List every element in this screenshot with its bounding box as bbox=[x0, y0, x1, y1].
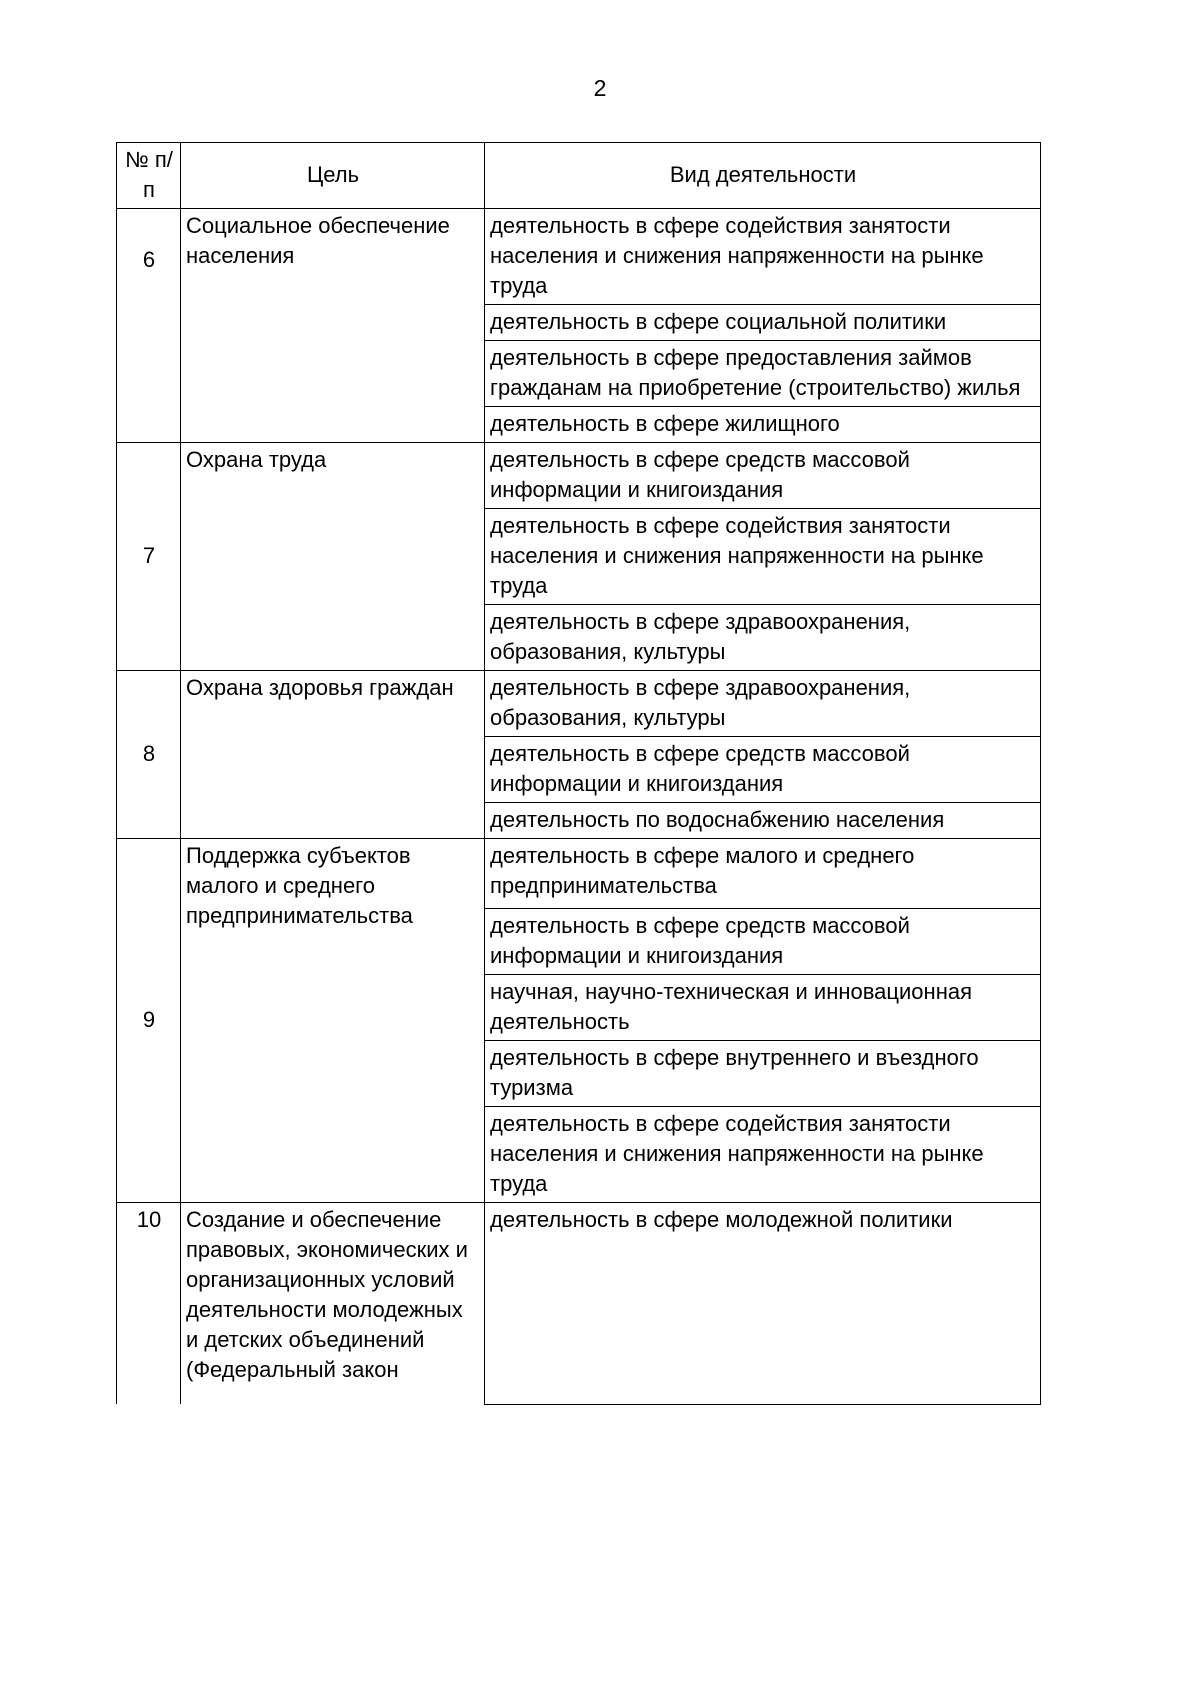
activity-cell: деятельность в сфере содействия занятости населения и снижения напряженности на рынке труда bbox=[485, 209, 1041, 305]
row-goal bbox=[181, 1203, 485, 1405]
page-number: 2 bbox=[593, 75, 607, 101]
row-goal-text: Создание и обеспечение правовых, экономических и организационных условий деятельности молодежных и детских объединений (Федеральный закон bbox=[186, 1207, 468, 1382]
activity-cell: деятельность в сфере здравоохранения, образования, культуры bbox=[485, 671, 1041, 737]
activity-cell: деятельность по водоснабжению населения bbox=[485, 803, 1041, 839]
row-number: 8 bbox=[117, 671, 181, 839]
activity-cell: деятельность в сфере средств массовой информации и книгоиздания bbox=[485, 443, 1041, 509]
header-num: № п/п bbox=[117, 143, 181, 209]
row-goal: Охрана труда bbox=[181, 443, 485, 671]
row-goal: Поддержка субъектов малого и среднего предпринимательства bbox=[181, 839, 485, 1203]
table-row bbox=[117, 839, 1041, 909]
activity-cell: научная, научно-техническая и инновационная деятельность bbox=[485, 975, 1041, 1041]
table-header-row bbox=[117, 143, 1041, 209]
activity-cell: деятельность в сфере предоставления займов гражданам на приобретение (строительство) жилья bbox=[485, 341, 1041, 407]
table-row bbox=[117, 443, 1041, 509]
row-goal: Охрана здоровья граждан bbox=[181, 671, 485, 839]
row-number: 6 bbox=[117, 209, 181, 443]
activity-cell: деятельность в сфере здравоохранения, образования, культуры bbox=[485, 605, 1041, 671]
header-goal: Цель bbox=[181, 143, 485, 209]
header-activity: Вид деятельности bbox=[485, 143, 1041, 209]
activity-cell: деятельность в сфере средств массовой информации и книгоиздания bbox=[485, 737, 1041, 803]
table-row bbox=[117, 209, 1041, 305]
activity-cell: деятельность в сфере молодежной политики bbox=[485, 1203, 1041, 1405]
table-row bbox=[117, 1203, 1041, 1405]
row-number: 9 bbox=[117, 839, 181, 1203]
activity-cell: деятельность в сфере жилищного bbox=[485, 407, 1041, 443]
activity-cell: деятельность в сфере социальной политики bbox=[485, 305, 1041, 341]
row-number: 7 bbox=[117, 443, 181, 671]
activity-cell: деятельность в сфере малого и среднего предпринимательства bbox=[485, 839, 1041, 909]
row-goal: Социальное обеспечение населения bbox=[181, 209, 485, 443]
activity-cell: деятельность в сфере внутреннего и въездного туризма bbox=[485, 1041, 1041, 1107]
row-number: 10 bbox=[117, 1203, 181, 1405]
activity-cell: деятельность в сфере содействия занятости населения и снижения напряженности на рынке труда bbox=[485, 509, 1041, 605]
table-row bbox=[117, 671, 1041, 737]
activity-cell: деятельность в сфере содействия занятости населения и снижения напряженности на рынке труда bbox=[485, 1107, 1041, 1203]
activity-table bbox=[116, 142, 1041, 1405]
activity-cell: деятельность в сфере средств массовой информации и книгоиздания bbox=[485, 909, 1041, 975]
